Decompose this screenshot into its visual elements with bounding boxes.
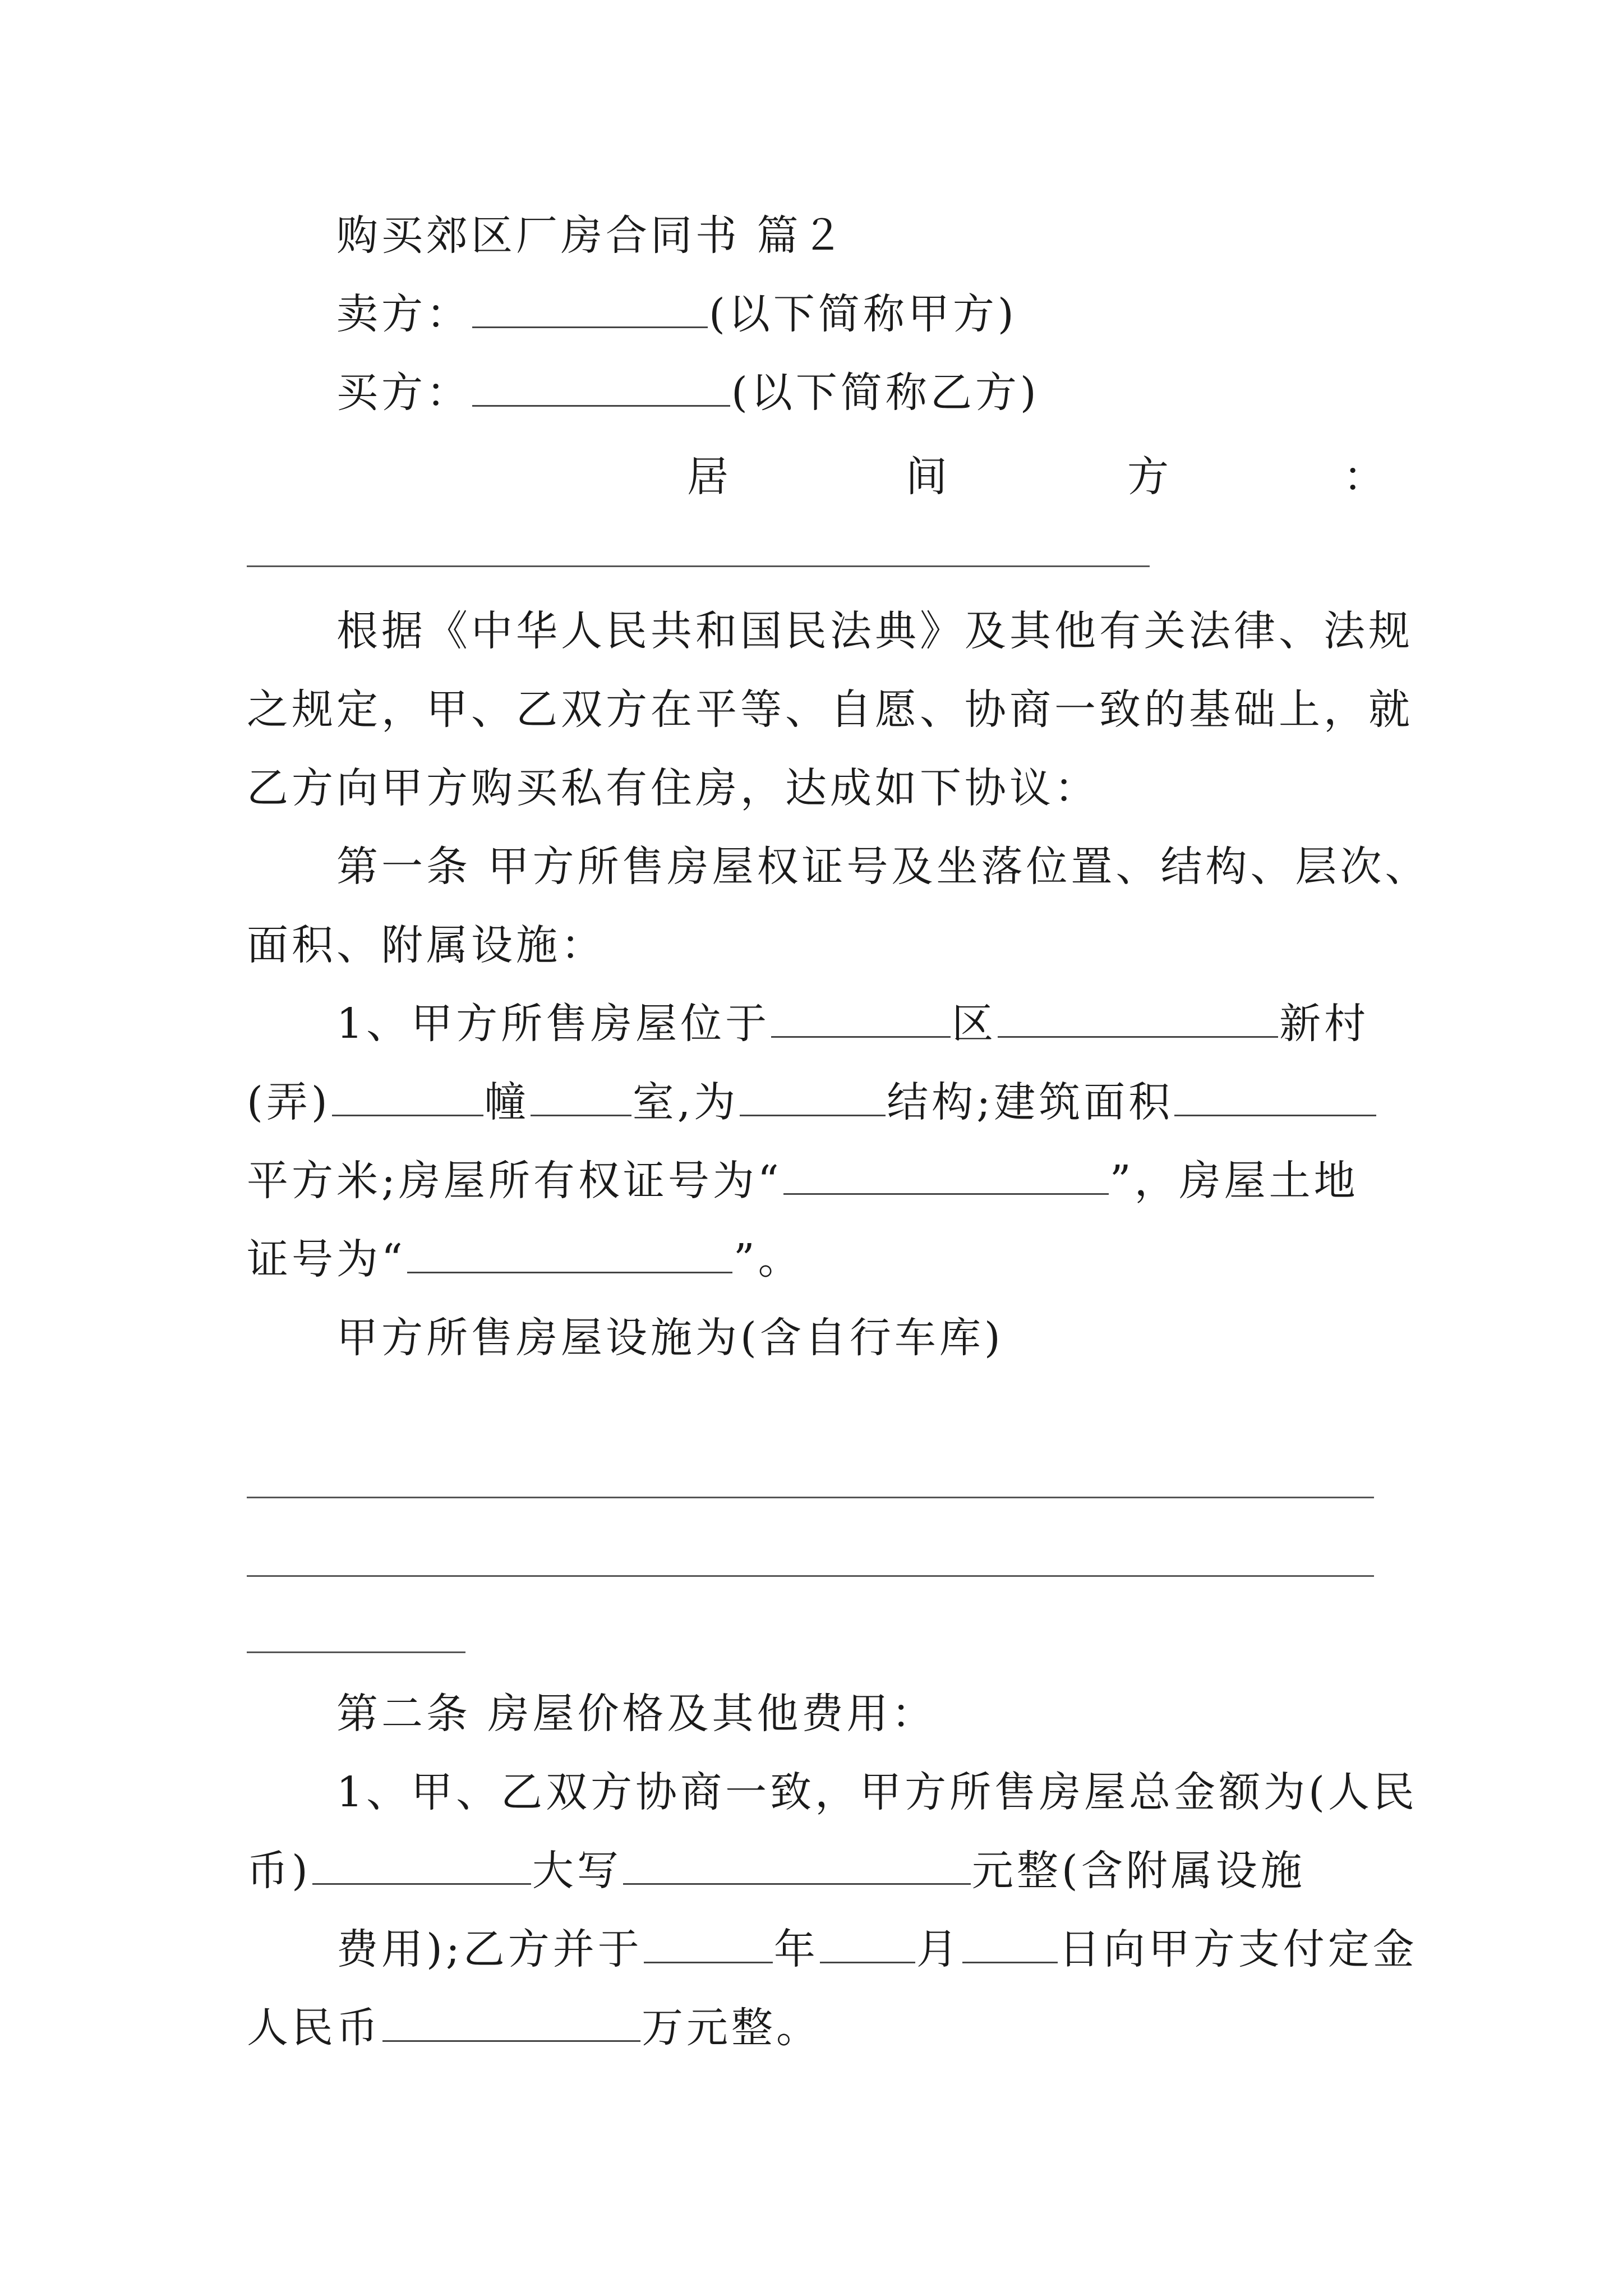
broker-char-1: 居 [687, 453, 728, 501]
article1-item-line-3 [247, 1153, 1359, 1209]
item4-text-a: 证号为“ [247, 1235, 406, 1283]
day-blank [962, 1927, 1058, 1963]
broker-char-2: 间 [906, 453, 947, 501]
article1-item-line-2 [247, 1074, 1377, 1130]
facilities-blank-line-1 [247, 1497, 1374, 1498]
area-blank [1174, 1080, 1376, 1116]
buyer-label: 买方： [336, 369, 471, 417]
item1-text-a: 1、甲方所售房屋位于 [336, 1000, 771, 1048]
item3-text-a: 平方米;房屋所有权证号为“ [247, 1157, 782, 1205]
broker-char-3: 方 [1127, 453, 1169, 501]
seller-blank [472, 292, 708, 328]
p1-l2-text-b: 大写 [532, 1847, 622, 1895]
p1-l3-text-b: 年 [773, 1925, 819, 1973]
p1-l4-text-a: 人民币 [247, 2004, 381, 2052]
facilities-blank-line-3 [247, 1651, 465, 1653]
article1-item-line-1 [336, 996, 1369, 1052]
document-title: 购买郊区厂房合同书 篇２ [336, 211, 847, 260]
deposit-blank [382, 2005, 640, 2042]
article2-line-4 [247, 2000, 821, 2056]
article2-line-3 [336, 1921, 1418, 1977]
buyer-line [336, 365, 1040, 421]
buyer-suffix: (以下简称乙方) [731, 369, 1040, 417]
facilities-blank-line-2 [247, 1575, 1374, 1577]
structure-blank [740, 1080, 886, 1116]
item2-text-c: 室,为 [632, 1078, 739, 1126]
ownership-cert-blank [783, 1158, 1109, 1195]
item1-text-c: 新村 [1279, 1000, 1370, 1048]
item4-text-b: ”。 [733, 1235, 803, 1283]
village-blank [998, 1001, 1278, 1038]
p1-l3-text-a: 费用);乙方并于 [336, 1925, 643, 1973]
p1-l2-text-a: 币) [247, 1847, 311, 1895]
item2-text-d: 结构;建筑面积 [887, 1078, 1174, 1126]
intro-line-3: 乙方向甲方购买私有住房，达成如下协议： [247, 764, 1099, 812]
seller-suffix: (以下简称甲方) [709, 290, 1017, 338]
item2-text-a: (弄) [247, 1078, 331, 1126]
seller-line [336, 286, 1017, 342]
building-blank [332, 1080, 483, 1116]
broker-char-4: ： [1343, 453, 1385, 501]
year-blank [644, 1927, 773, 1963]
district-blank [771, 1001, 951, 1038]
room-blank [531, 1080, 631, 1116]
intro-line-1: 根据《中华人民共和国民法典》及其他有关法律、法规 [336, 607, 1413, 655]
buyer-blank [472, 370, 730, 407]
p1-l2-text-c: 元整(含附属设施 [971, 1847, 1306, 1895]
p1-l3-text-c: 月 [916, 1925, 961, 1973]
amount-words-blank [623, 1848, 971, 1885]
article1-heading-2: 面积、附属设施： [247, 921, 606, 969]
month-blank [820, 1927, 915, 1963]
p1-l4-text-b: 万元整。 [642, 2004, 821, 2052]
intro-line-2: 之规定，甲、乙双方在平等、自愿、协商一致的基础上，就 [247, 685, 1413, 734]
item3-text-b: ”，房屋土地 [1109, 1157, 1359, 1205]
amount-blank [312, 1848, 531, 1885]
broker-blank-line [247, 565, 1150, 567]
article1-heading-1: 第一条 甲方所售房屋权证号及坐落位置、结构、层次、 [336, 843, 1430, 891]
item1-text-b: 区 [952, 1000, 997, 1048]
land-cert-blank [407, 1237, 732, 1273]
facilities-line: 甲方所售房屋设施为(含自行车库) [336, 1314, 1004, 1362]
seller-label: 卖方： [336, 290, 471, 338]
p1-l3-text-d: 日向甲方支付定金 [1058, 1925, 1418, 1973]
item2-text-b: 幢 [484, 1078, 529, 1126]
article2-heading: 第二条 房屋价格及其他费用： [336, 1690, 937, 1738]
article2-line-1: 1、甲、乙双方协商一致，甲方所售房屋总金额为(人民 [336, 1768, 1418, 1816]
article2-line-2 [247, 1843, 1306, 1899]
article1-item-line-4 [247, 1231, 803, 1287]
